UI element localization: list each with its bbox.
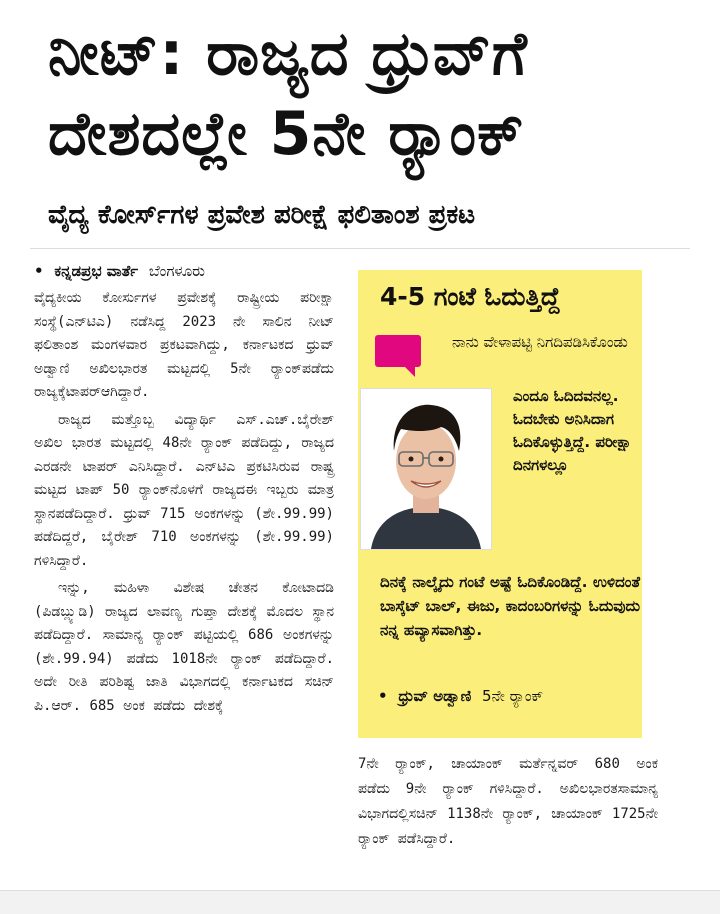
signature-rank: 5ನೇ ರ್‍ಯಾಂಕ್ <box>482 687 544 705</box>
headline <box>48 14 688 174</box>
speech-bubble-icon <box>375 335 421 367</box>
byline-place: ಬೆಂಗಳೂರು <box>148 262 205 280</box>
quote-text-top: ನಾನು ವೇಳಾಪಟ್ಟಿ ನಿಗದಿಪಡಿಸಿಕೊಂಡು <box>452 333 628 351</box>
subheadline: ವೈದ್ಯ ಕೋರ್ಸ್‌ಗಳ ಪ್ರವೇಶ ಪರೀಕ್ಷೆ ಫಲಿತಾಂಶ ಪ್ರಕಟ <box>48 200 476 230</box>
headline-line-2: ದೇಶದಲ್ಲೇ 5ನೇ ರ್‍ಯಾಂಕ್ <box>48 99 525 169</box>
byline <box>34 261 334 281</box>
byline-agency: ಕನ್ನಡಪ್ರಭ ವಾರ್ತೆ <box>54 262 139 280</box>
article-column-2: 7ನೇ ರ್‍ಯಾಂಕ್, ಚಾಯಾಂಕ್ ಮರ್ತೆನ್ನವರ್ 680 ಅಂಕ ಪಡೆದು 9ನೇ ರ್‍ಯಾಂಕ್ ಗಳಿಸಿದ್ದಾರೆ. ಅಖಿಲಭಾರತಸಾಮಾನ್ಯ ವಿಭಾಗದಲ್ಲಿಸಚಿನ್ 1138ನೇ ರ್‍ಯಾಂಕ್, ಚಾಯಾಂಕ್ 1725ನೇ ರ್‍ಯಾಂಕ್ ಪಡೆಸಿದ್ದಾರೆ. <box>358 756 658 847</box>
bottom-bar <box>0 890 720 914</box>
bullet-icon: • <box>378 687 388 705</box>
divider <box>30 248 690 249</box>
signature-name: ಧ್ರುವ್ ಅಡ್ವಾಣಿ <box>398 687 472 705</box>
article-column-1 <box>34 287 334 722</box>
quote-text-right: ಎಂದೂ ಓದಿದವನಲ್ಲ. ಓದಬೇಕು ಅನಿಸಿದಾಗ ಓದಿಕೊಳ್ಳುತ್ತಿದ್ದೆ. ಪರೀಕ್ಷಾ ದಿನಗಳಲ್ಲೂ <box>513 387 632 474</box>
student-photo <box>360 388 492 550</box>
article-paragraph: ಇನ್ನು, ಮಹಿಳಾ ವಿಶೇಷ ಚೇತನ ಕೋಟಾದಡಿ (ಪಿಡಬ್ಲ್ಯುಡಿ) ರಾಜ್ಯದ ಲಾವಣ್ಯ ಗುಪ್ತಾ ದೇಶಕ್ಕೆ ಮೊದಲ ಸ್ಥಾನ ಪಡೆದಿದ್ದಾರೆ. ಸಾಮಾನ್ಯ ರ್‍ಯಾಂಕ್ ಪಟ್ಟಿಯಲ್ಲಿ 686 ಅಂಕಗಳನ್ನು (ಶೇ.99.94) ಪಡೆದು 1018ನೇ ರ್‍ಯಾಂಕ್ ಪಡೆದಿದ್ದಾರೆ. ಅದೇ ರೀತಿ ಪರಿಶಿಷ್ಟ ಜಾತಿ ವಿಭಾಗದಲ್ಲಿ ಕರ್ನಾಟಕದ ಸಚಿನ್ ಪಿ.ಆರ್. 685 ಅಂಕ ಪಡೆದು ದೇಶಕ್ಕೆ <box>34 580 334 714</box>
quote-box-title: 4-5 ಗಂಟೆ ಓದುತ್ತಿದ್ದೆ <box>380 282 561 311</box>
article-paragraph: ರಾಜ್ಯದ ಮತ್ತೊಬ್ಬ ವಿದ್ಯಾರ್ಥಿ ಎಸ್.ಎಚ್.ಬೈರೇಶ್ ಅಖಿಲ ಭಾರತ ಮಟ್ಟದಲ್ಲಿ 48ನೇ ರ್‍ಯಾಂಕ್ ಪಡೆದಿದ್ದು, ರಾಜ್ಯದ ಎರಡನೇ ಟಾಪರ್ ಎನಿಸಿದ್ದಾರೆ. ಎನ್‌ಟಿಎ ಪ್ರಕಟಿಸಿರುವ ರಾಷ್ಟ್ರ ಮಟ್ಟದ ಟಾಪ್ 50 ರ್‍ಯಾಂಕ್‌ನೊಳಗೆ ರಾಜ್ಯದಈ ಇಬ್ಬರು ಮಾತ್ರ ಸ್ಥಾನಪಡೆದಿದ್ದಾರೆ. ಧ್ರುವ್ 715 ಅಂಕಗಳನ್ನು (ಶೇ.99.99) ಪಡೆದಿದ್ದರೆ, ಬೈರೇಶ್ 710 ಅಂಕಗಳನ್ನು (ಶೇ.99.99) ಗಳಿಸಿದ್ದಾರೆ. <box>34 411 334 569</box>
quote-signature <box>378 684 640 708</box>
article-paragraph: ವೈದ್ಯಕೀಯ ಕೋರ್ಸುಗಳ ಪ್ರವೇಶಕ್ಕೆ ರಾಷ್ಟ್ರೀಯ ಪರೀಕ್ಷಾ ಸಂಸ್ಥೆ(ಎನ್‌ಟಿಎ) ನಡೆಸಿದ್ದ 2023 ನೇ ಸಾಲಿನ ನೀಟ್ ಫಲಿತಾಂಶ ಮಂಗಳವಾರ ಪ್ರಕಟವಾಗಿದ್ದು, ಕರ್ನಾಟಕದ ಧ್ರುವ್ ಅಡ್ವಾಣಿ ಅಖಿಲಭಾರತ ಮಟ್ಟದಲ್ಲಿ 5ನೇ ರ್‍ಯಾಂಕ್‌ಪಡೆದು ರಾಜ್ಯಕ್ಕೆಟಾಪರ್‌ಆಗಿದ್ದಾರೆ. <box>34 290 334 400</box>
bullet-icon: • <box>34 262 44 280</box>
headline-line-1: ನೀಟ್: ರಾಜ್ಯದ ಧ್ರುವ್‌ಗೆ <box>48 19 528 89</box>
portrait-illustration <box>361 389 491 549</box>
quote-text-bottom: ದಿನಕ್ಕೆ ನಾಲ್ಕೈದು ಗಂಟೆ ಅಷ್ಟೆ ಓದಿಕೊಂಡಿದ್ದೆ. ಉಳಿದಂತೆ ಬಾಸ್ಕೆಟ್ ಬಾಲ್, ಈಜು, ಕಾದಂಬರಿಗಳನ್ನು ಓದುವುದು ನನ್ನ ಹವ್ಯಾಸವಾಗಿತ್ತು. <box>380 573 640 639</box>
